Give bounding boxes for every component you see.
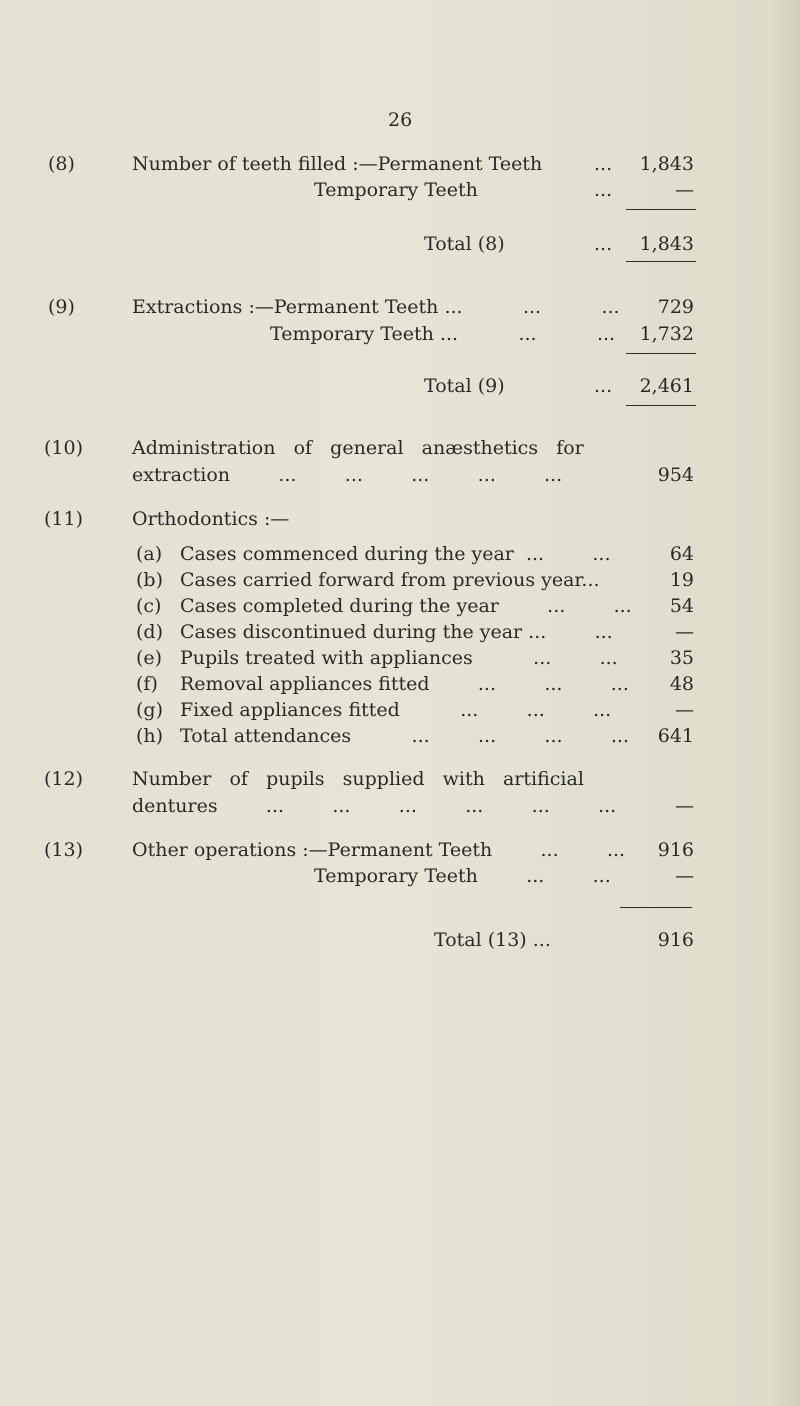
section-8-total-label: Total (8) [424, 233, 505, 255]
section-13-temporary-value: — [675, 865, 694, 887]
page-number: 26 [388, 109, 413, 131]
section-12-line-2: dentures ... ... ... ... ... ... [132, 795, 617, 817]
section-12-line-1: Number of pupils supplied with artificial [132, 768, 584, 790]
section-10-index: (10) [44, 437, 84, 459]
section-10-line-1: Administration of general anæsthetics for [132, 437, 584, 459]
section-13-subtotal-rule [620, 907, 692, 908]
orthodontics-item-letter: (c) [136, 595, 162, 617]
orthodontics-item-value: 48 [669, 673, 694, 695]
orthodontics-item-text: Pupils treated with appliances ... ... [180, 647, 618, 669]
section-9-temporary-value: 1,732 [639, 323, 694, 345]
section-11-heading: Orthodontics :— [132, 508, 290, 530]
orthodontics-item-text: Cases completed during the year ... ... [180, 595, 632, 617]
orthodontics-item-value: 641 [657, 725, 694, 747]
section-8-total-value: 1,843 [639, 233, 694, 255]
section-13-index: (13) [44, 839, 84, 861]
orthodontics-item-letter: (g) [136, 699, 163, 721]
orthodontics-item-value: — [675, 699, 694, 721]
orthodontics-item-text: Cases discontinued during the year ... ... [180, 621, 613, 643]
section-13-total-label: Total (13) ... [434, 929, 551, 951]
orthodontics-item-letter: (d) [136, 621, 163, 643]
orthodontics-item-value: 64 [669, 543, 694, 565]
section-8-sub-label: Temporary Teeth [314, 179, 478, 201]
section-8-permanent-value: 1,843 [639, 153, 694, 175]
orthodontics-item-text: Cases commenced during the year ... ... [180, 543, 611, 565]
section-9-total-dots: ... [594, 375, 613, 397]
section-8-temporary-value: — [675, 179, 694, 201]
orthodontics-item-letter: (f) [136, 673, 158, 695]
section-13-sub-label: Temporary Teeth ... ... [314, 865, 611, 887]
orthodontics-item-value: 35 [669, 647, 694, 669]
orthodontics-item-text: Removal appliances fitted ... ... ... [180, 673, 629, 695]
section-8-total-rule [626, 261, 696, 262]
section-11-index: (11) [44, 508, 84, 530]
section-9-total-rule [626, 405, 696, 406]
orthodontics-item-value: — [675, 621, 694, 643]
section-8-total-dots: ... [594, 233, 613, 255]
orthodontics-item-value: 19 [669, 569, 694, 591]
section-8-label: Number of teeth filled :—Permanent Teeth [132, 153, 543, 175]
orthodontics-item-text: Cases carried forward from previous year... [180, 569, 600, 591]
orthodontics-item-value: 54 [669, 595, 694, 617]
section-9-sub-label: Temporary Teeth ... ... ... [270, 323, 616, 345]
orthodontics-item-text: Total attendances ... ... ... ... [180, 725, 629, 747]
section-12-index: (12) [44, 768, 84, 790]
section-8-dots-2: ... [594, 179, 613, 201]
section-9-permanent-value: 729 [657, 296, 694, 318]
section-10-value: 954 [657, 464, 694, 486]
orthodontics-item-letter: (b) [136, 569, 163, 591]
section-12-value: — [675, 795, 694, 817]
section-9-subtotal-rule [626, 353, 696, 354]
section-13-permanent-value: 916 [657, 839, 694, 861]
section-8-index: (8) [48, 153, 75, 175]
orthodontics-item-letter: (e) [136, 647, 163, 669]
section-9-label: Extractions :—Permanent Teeth ... ... ... [132, 296, 620, 318]
section-9-index: (9) [48, 296, 75, 318]
orthodontics-item-text: Fixed appliances fitted ... ... ... [180, 699, 612, 721]
section-13-total-value: 916 [657, 929, 694, 951]
section-8-dots: ... [594, 153, 613, 175]
section-9-total-label: Total (9) [424, 375, 505, 397]
section-13-label: Other operations :—Permanent Teeth ... ... [132, 839, 626, 861]
orthodontics-item-letter: (h) [136, 725, 164, 747]
orthodontics-item-letter: (a) [136, 543, 163, 565]
section-8-subtotal-rule [626, 209, 696, 210]
section-10-line-2: extraction ... ... ... ... ... [132, 464, 563, 486]
section-9-total-value: 2,461 [639, 375, 694, 397]
